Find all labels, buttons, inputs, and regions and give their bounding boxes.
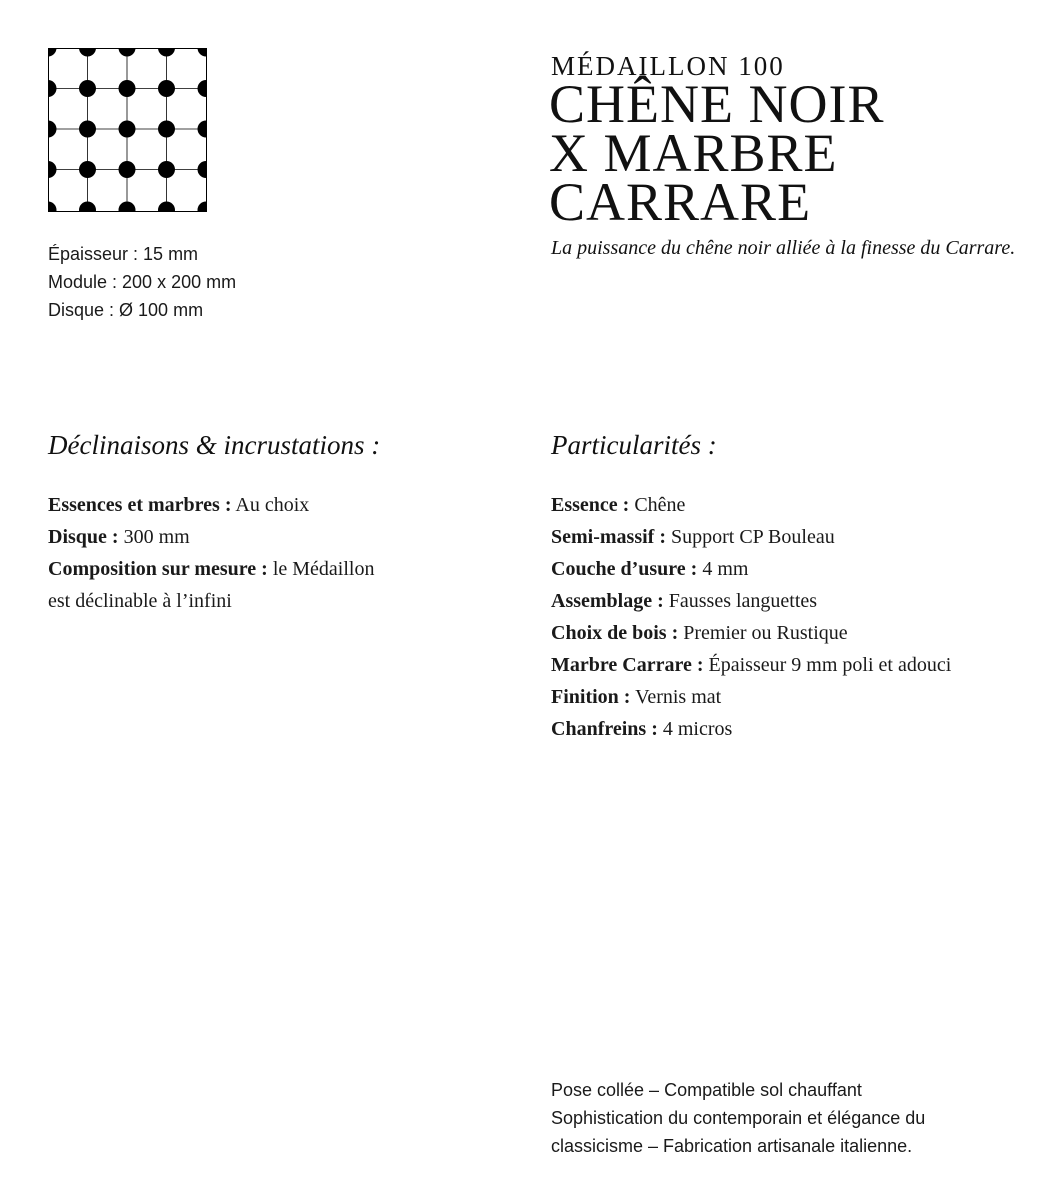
particularites-heading: Particularités : <box>551 430 717 460</box>
item-value: Support CP Bouleau <box>665 526 835 548</box>
pattern-disc <box>48 121 57 138</box>
footer-note <box>551 1076 971 1160</box>
product-tagline: La puissance du chêne noir alliée à la finesse du Carrare. <box>551 237 1016 259</box>
pattern-disc <box>119 161 136 178</box>
item-label: Choix de bois : <box>551 622 679 644</box>
item-value: 4 micros <box>657 718 733 740</box>
pattern-disc <box>198 121 208 138</box>
item-label: Essences et marbres : <box>48 494 232 516</box>
item-label: Disque : <box>48 526 119 548</box>
pattern-disc <box>48 161 57 178</box>
item-label: Assemblage : <box>551 590 664 612</box>
declinaisons-heading: Déclinaisons & incrustations : <box>48 430 381 460</box>
item-label: Essence : <box>551 494 630 516</box>
item-value: Épaisseur 9 mm poli et adouci <box>703 654 952 676</box>
list-item <box>551 553 1031 585</box>
item-label: Composition sur mesure : <box>48 558 268 580</box>
pattern-disc <box>119 80 136 97</box>
spec-disc: Disque : Ø 100 mm <box>48 300 204 320</box>
spec-module: Module : 200 x 200 mm <box>48 272 237 292</box>
item-value: 300 mm <box>118 526 190 548</box>
item-label: Chanfreins : <box>551 718 658 740</box>
list-item <box>551 681 1031 713</box>
pattern-disc <box>119 202 136 213</box>
pattern-disc <box>79 121 96 138</box>
list-item <box>48 489 388 521</box>
product-specs <box>48 240 236 324</box>
item-label: Semi-massif : <box>551 526 666 548</box>
list-item <box>551 713 1031 745</box>
list-item <box>551 521 1031 553</box>
pattern-disc <box>48 80 57 97</box>
declinaisons-list <box>48 489 388 617</box>
list-item <box>551 489 1031 521</box>
list-item <box>551 649 1031 681</box>
list-item <box>551 585 1031 617</box>
pattern-disc <box>48 202 57 213</box>
pattern-disc <box>198 202 208 213</box>
pattern-disc <box>158 161 175 178</box>
pattern-disc <box>158 202 175 213</box>
pattern-disc <box>79 161 96 178</box>
title-line: CHÊNE NOIR <box>549 74 885 134</box>
pattern-disc <box>158 48 175 57</box>
pattern-disc <box>79 202 96 213</box>
pattern-disc <box>119 48 136 57</box>
particularites-list <box>551 489 1031 745</box>
item-label: Finition : <box>551 686 631 708</box>
pattern-disc <box>119 121 136 138</box>
item-value: Premier ou Rustique <box>678 622 848 644</box>
pattern-disc <box>158 80 175 97</box>
item-value: Au choix <box>231 494 310 516</box>
item-value: 4 mm <box>697 558 749 580</box>
pattern-disc <box>198 161 208 178</box>
product-title <box>549 74 885 232</box>
item-value: Fausses languettes <box>663 590 818 612</box>
pattern-disc <box>198 48 208 57</box>
item-value: Chêne <box>629 494 686 516</box>
title-line: X MARBRE <box>549 123 838 183</box>
list-item <box>48 553 388 617</box>
item-label: Couche d’usure : <box>551 558 698 580</box>
footer-line: Sophistication du contemporain et élégance du classicisme – Fabrication artisanale italienne. <box>551 1108 926 1156</box>
footer-line: Pose collée – Compatible sol chauffant <box>551 1080 862 1100</box>
list-item <box>551 617 1031 649</box>
title-line: CARRARE <box>549 172 812 232</box>
pattern-disc <box>158 121 175 138</box>
item-value: le Médaillon est déclinable à l’infini <box>48 558 375 612</box>
item-label: Marbre Carrare : <box>551 654 704 676</box>
spec-thickness: Épaisseur : 15 mm <box>48 244 199 264</box>
list-item <box>48 521 388 553</box>
pattern-disc <box>79 80 96 97</box>
pattern-disc <box>48 48 57 57</box>
pattern-disc <box>79 48 96 57</box>
product-subtitle: MÉDAILLON 100 <box>551 51 785 81</box>
pattern-disc <box>198 80 208 97</box>
tile-pattern-icon <box>48 48 207 212</box>
item-value: Vernis mat <box>630 686 722 708</box>
